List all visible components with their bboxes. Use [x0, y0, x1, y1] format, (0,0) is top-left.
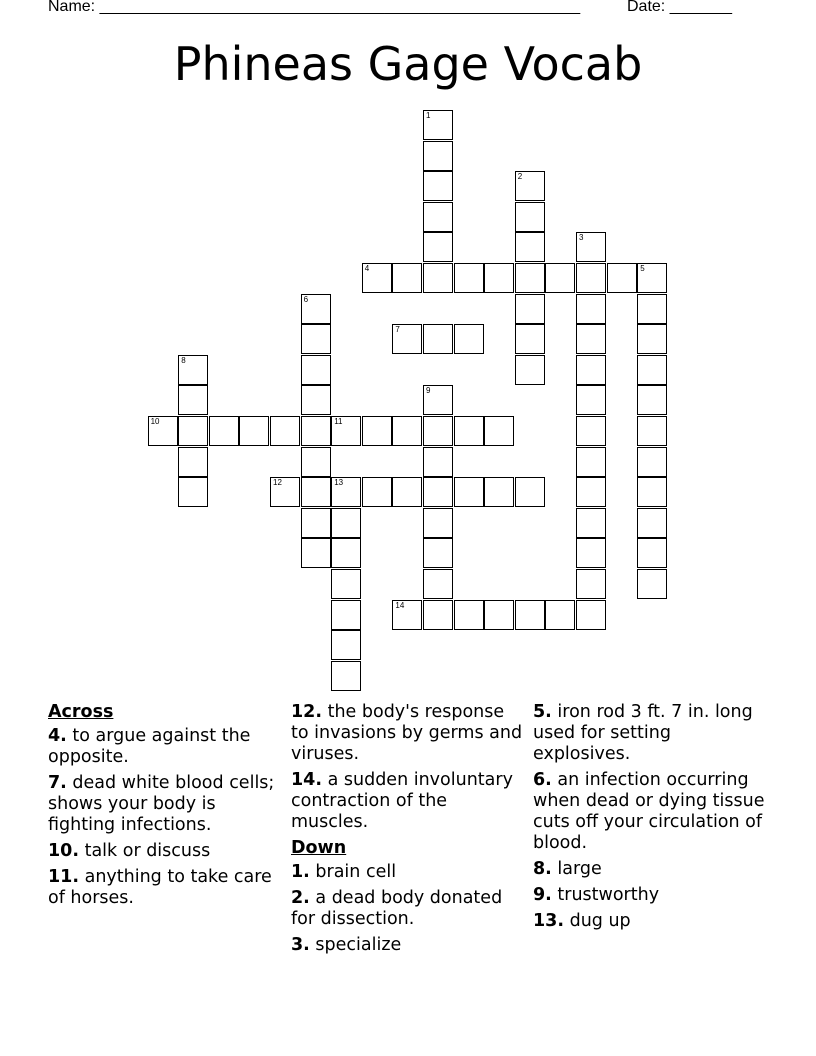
crossword-cell[interactable]: [576, 600, 606, 630]
down-heading: Down: [291, 838, 347, 858]
crossword-cell[interactable]: [454, 263, 484, 293]
clue-number-label: 14: [395, 600, 405, 610]
crossword-cell[interactable]: [484, 416, 514, 446]
crossword-cell[interactable]: [392, 324, 422, 354]
crossword-cell[interactable]: [301, 355, 331, 385]
crossword-cell[interactable]: [515, 294, 545, 324]
clue-number: 11.: [48, 867, 80, 887]
clue-down-8: [533, 859, 773, 880]
crossword-cell[interactable]: [178, 477, 208, 507]
clue-number-label: 8: [181, 355, 186, 365]
clue-across-14: [291, 770, 527, 833]
crossword-cell[interactable]: [423, 324, 453, 354]
crossword-cell[interactable]: [515, 202, 545, 232]
clue-number: 5.: [533, 702, 552, 722]
clue-number: 2.: [291, 888, 310, 908]
clue-number: 9.: [533, 885, 552, 905]
crossword-cell[interactable]: [576, 416, 606, 446]
clue-text: brain cell: [315, 862, 397, 882]
crossword-cell[interactable]: [545, 600, 575, 630]
crossword-cell[interactable]: [331, 600, 361, 630]
clue-text: anything to take care of horses.: [48, 867, 272, 908]
clue-number-label: 2: [517, 172, 523, 182]
crossword-cell[interactable]: [362, 416, 392, 446]
clue-number-label: 12: [273, 478, 282, 488]
crossword-cell[interactable]: [270, 416, 300, 446]
crossword-cell[interactable]: [301, 324, 331, 354]
crossword-cell[interactable]: [301, 477, 331, 507]
clue-across-4: [48, 726, 280, 768]
clue-number: 1.: [291, 862, 310, 882]
clue-across-7: [48, 773, 280, 836]
clue-number-label: 6: [303, 294, 309, 304]
crossword-cell[interactable]: [576, 294, 606, 324]
clue-text: iron rod 3 ft. 7 in. long used for setting explosives.: [533, 702, 753, 764]
crossword-cell[interactable]: [331, 569, 361, 599]
crossword-cell[interactable]: [423, 600, 453, 630]
crossword-cell[interactable]: [637, 355, 667, 385]
clue-down-3: [291, 935, 527, 956]
crossword-cell[interactable]: [576, 385, 606, 415]
crossword-cell[interactable]: [576, 263, 606, 293]
clue-text: to argue against the opposite.: [48, 726, 251, 767]
clue-number-label: 13: [334, 478, 344, 488]
clue-number-label: 11: [334, 417, 343, 426]
crossword-cell[interactable]: [331, 538, 361, 568]
crossword-cell[interactable]: [515, 600, 545, 630]
crossword-cell[interactable]: [423, 538, 453, 568]
crossword-cell[interactable]: [484, 600, 514, 630]
crossword-cell[interactable]: [515, 355, 545, 385]
clue-down-13: [533, 911, 773, 932]
crossword-cell[interactable]: [423, 508, 453, 538]
crossword-cell[interactable]: [576, 538, 606, 568]
crossword-cell[interactable]: [423, 110, 453, 140]
crossword-cell[interactable]: [637, 569, 667, 599]
crossword-cell[interactable]: [209, 416, 239, 446]
crossword-cell[interactable]: [637, 263, 667, 293]
clue-text: dead white blood cells; shows your body is fighting infections.: [48, 773, 275, 835]
clue-text: large: [557, 859, 602, 879]
clues-column-1: [48, 702, 280, 914]
crossword-cell[interactable]: [576, 508, 606, 538]
crossword-cell[interactable]: [423, 141, 453, 171]
clue-number-label: 4: [364, 264, 370, 273]
crossword-cell[interactable]: [178, 447, 208, 477]
crossword-cell[interactable]: [301, 447, 331, 477]
clue-number-label: 3: [579, 233, 584, 243]
crossword-cell[interactable]: [301, 538, 331, 568]
crossword-cell[interactable]: [178, 355, 208, 385]
crossword-cell[interactable]: [576, 324, 606, 354]
crossword-cell[interactable]: [423, 447, 453, 477]
crossword-cell[interactable]: [576, 355, 606, 385]
crossword-cell[interactable]: [454, 477, 484, 507]
clue-text: the body's response to invasions by germs and viruses.: [291, 702, 523, 764]
clue-text: specialize: [315, 935, 402, 955]
crossword-cell[interactable]: [637, 447, 667, 477]
clue-number: 10.: [48, 841, 80, 861]
clue-text: a sudden involuntary contraction of the muscles.: [291, 770, 513, 832]
crossword-cell[interactable]: [423, 385, 453, 415]
crossword-cell[interactable]: [331, 508, 361, 538]
clue-number: 8.: [533, 859, 552, 879]
crossword-cell[interactable]: [637, 508, 667, 538]
clue-number: 3.: [291, 935, 310, 955]
clue-down-9: [533, 885, 773, 906]
crossword-cell[interactable]: [484, 263, 514, 293]
clue-number: 6.: [533, 770, 552, 790]
crossword-cell[interactable]: [515, 477, 545, 507]
clue-text: talk or discuss: [84, 841, 211, 861]
crossword-cell[interactable]: [331, 630, 361, 660]
crossword-cell[interactable]: [576, 477, 606, 507]
clue-across-11: [48, 867, 280, 909]
clue-number-label: 10: [150, 417, 160, 426]
crossword-cell[interactable]: [454, 324, 484, 354]
clue-text: an infection occurring when dead or dying tissue cuts off your circulation of blood.: [533, 770, 765, 853]
clue-number-label: 7: [395, 325, 400, 335]
clues-column-2: [291, 702, 527, 961]
crossword-cell[interactable]: [484, 477, 514, 507]
crossword-cell[interactable]: [515, 263, 545, 293]
crossword-cell[interactable]: [576, 569, 606, 599]
clue-number-label: 9: [426, 386, 431, 396]
across-heading: Across: [48, 702, 114, 722]
crossword-cell[interactable]: [637, 324, 667, 354]
crossword-cell[interactable]: [270, 477, 300, 507]
crossword-cell[interactable]: [637, 416, 667, 446]
clue-down-1: [291, 862, 527, 883]
crossword-cell[interactable]: [423, 263, 453, 293]
name-field-label: Name: ______________________________________________________: [48, 0, 581, 15]
crossword-cell[interactable]: [423, 171, 453, 201]
clue-number: 14.: [291, 770, 323, 790]
date-field-label: Date: _______: [627, 0, 732, 15]
crossword-cell[interactable]: [576, 447, 606, 477]
crossword-cell[interactable]: [637, 538, 667, 568]
clue-number: 13.: [533, 911, 565, 931]
crossword-cell[interactable]: [637, 385, 667, 415]
crossword-cell[interactable]: [178, 416, 208, 446]
clue-across-12: [291, 702, 527, 765]
crossword-cell[interactable]: [301, 416, 331, 446]
clue-across-10: [48, 841, 280, 862]
crossword-cell[interactable]: [515, 324, 545, 354]
crossword-cell[interactable]: [178, 385, 208, 415]
clue-number-label: 1: [426, 111, 431, 120]
crossword-cell[interactable]: [392, 263, 422, 293]
crossword-cell[interactable]: [423, 202, 453, 232]
clue-text: dug up: [569, 911, 631, 931]
clue-down-2: [291, 888, 527, 930]
crossword-cell[interactable]: [331, 661, 361, 691]
clue-number: 4.: [48, 726, 67, 746]
crossword-cell[interactable]: [331, 477, 361, 507]
clue-text: a dead body donated for dissection.: [291, 888, 503, 929]
page-title: Phineas Gage Vocab: [173, 37, 643, 91]
crossword-cell[interactable]: [362, 263, 392, 293]
clue-down-5: [533, 702, 773, 765]
crossword-cell[interactable]: [423, 232, 453, 262]
crossword-cell[interactable]: [423, 569, 453, 599]
clue-number-label: 5: [640, 264, 645, 273]
crossword-cell[interactable]: [392, 416, 422, 446]
crossword-cell[interactable]: [239, 416, 269, 446]
crossword-cell[interactable]: [301, 294, 331, 324]
crossword-cell[interactable]: [454, 600, 484, 630]
crossword-cell[interactable]: [576, 232, 606, 262]
clue-number: 7.: [48, 773, 67, 793]
crossword-cell[interactable]: [148, 416, 178, 446]
crossword-cell[interactable]: [392, 600, 422, 630]
clues-column-3: [533, 702, 773, 937]
crossword-cell[interactable]: [423, 416, 453, 446]
crossword-cell[interactable]: [637, 294, 667, 324]
crossword-cell[interactable]: [607, 263, 637, 293]
crossword-cell[interactable]: [301, 508, 331, 538]
crossword-cell[interactable]: [454, 416, 484, 446]
crossword-cell[interactable]: [545, 263, 575, 293]
crossword-cell[interactable]: [515, 232, 545, 262]
crossword-cell[interactable]: [362, 477, 392, 507]
crossword-cell[interactable]: [331, 416, 361, 446]
clue-down-6: [533, 770, 773, 854]
crossword-cell[interactable]: [423, 477, 453, 507]
crossword-cell[interactable]: [637, 477, 667, 507]
clue-number: 12.: [291, 702, 323, 722]
crossword-cell[interactable]: [515, 171, 545, 201]
crossword-cell[interactable]: [301, 385, 331, 415]
clue-text: trustworthy: [557, 885, 660, 905]
crossword-cell[interactable]: [392, 477, 422, 507]
